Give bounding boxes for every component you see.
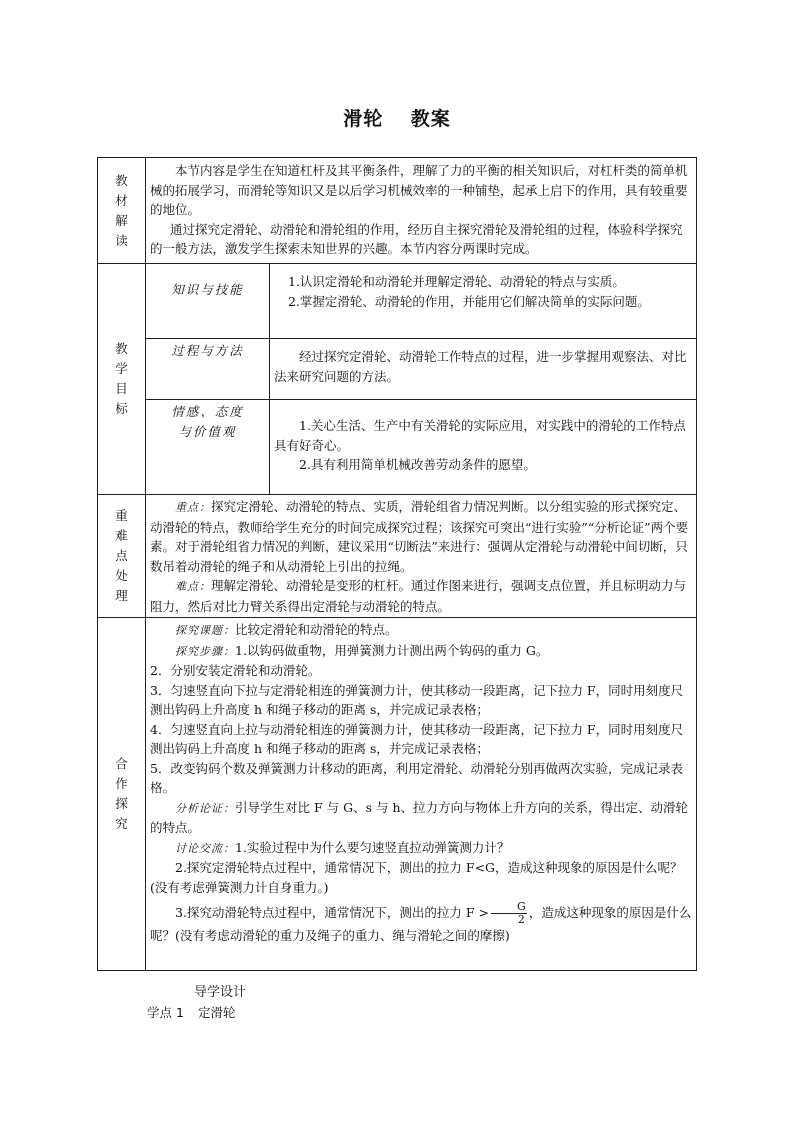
key-point-label: 重点：: [175, 501, 211, 514]
row-material: [98, 158, 697, 264]
label-keypoints: 重难点处理: [98, 495, 146, 618]
knowledge-content: [270, 264, 697, 339]
material-content: [146, 158, 697, 264]
label-knowledge: 知识与技能: [146, 264, 270, 339]
fraction-g-over-2: [491, 901, 527, 926]
explore-topic-text: 比较定滑轮和动滑轮的特点。: [235, 622, 398, 637]
page-title: 滑轮 教案: [343, 108, 451, 130]
process-line-1: 经过探究定滑轮、动滑轮工作特点的过程，进一步掌握用观察法、对比法来研究问题的方法。: [274, 349, 687, 384]
emotion-line-2: 2.具有利用简单机械改善劳动条件的愿望。: [299, 457, 536, 472]
explore-content: [146, 618, 697, 971]
difficulty-text: 理解定滑轮、动滑轮是变形的杠杆。通过作图来进行，强调支点位置，并且标明动力与阻力，然后对比力臂关系得出定滑轮与动滑轮的特点。: [150, 578, 687, 614]
explore-step-1: [150, 641, 692, 662]
explore-q3-pre: 3.探究动滑轮特点过程中，通常情况下，测出的拉力 F >: [175, 905, 490, 920]
knowledge-line-1: 1.认识定滑轮和动滑轮并理解定滑轮、动滑轮的特点与实质。: [288, 274, 625, 289]
study-point-text: 定滑轮: [197, 1005, 236, 1020]
explore-step-1-text: 1.以钩码做重物，用弹簧测力计测出两个钩码的重力 G。: [235, 642, 549, 658]
key-point-paragraph: [150, 497, 692, 576]
study-point-label: 学点 1: [147, 1005, 184, 1020]
process-content: [270, 339, 697, 400]
label-process: 过程与方法: [146, 339, 270, 400]
explore-topic-label: 探究课题：: [175, 624, 235, 637]
difficulty-label: 难点：: [175, 580, 211, 593]
row-keypoints: [98, 495, 697, 618]
explore-discuss-label: 讨论交流：: [175, 841, 235, 855]
lesson-plan-table: [97, 157, 697, 971]
label-emotion-line-2: 与价值观: [178, 423, 237, 439]
explore-steps-label: 探究步骤：: [175, 644, 235, 658]
label-emotion: [146, 400, 270, 495]
keypoints-content: [146, 495, 697, 618]
study-point-1: [147, 1003, 235, 1021]
material-paragraph-2: 通过探究定滑轮、动滑轮和滑轮组的作用，经历自主探究滑轮及滑轮组的过程，体验科学探究的一般方法，激发学生探索未知世界的兴趣。本节内容分两课时完成。: [150, 221, 683, 256]
explore-step-3: 3．匀速竖直向下拉与定滑轮相连的弹簧测力计，使其移动一段距离，记下拉力 F，同时用刻度尺测出钩码上升高度 h 和绳子移动的距离 s，并完成记录表格；: [150, 682, 684, 717]
explore-step-2: 2．分别安装定滑轮和动滑轮。: [150, 663, 321, 678]
explore-step-4: 4．匀速竖直向上拉与动滑轮相连的弹簧测力计，使其移动一段距离，记下拉力 F，同时用刻度尺测出钩码上升高度 h 和绳子移动的距离 s，并完成记录表格；: [150, 721, 684, 756]
label-explore: 合作探究: [98, 618, 146, 971]
fraction-denominator: 2: [517, 913, 525, 926]
difficulty-paragraph: [150, 576, 692, 616]
explore-discuss-q2: 2.探究定滑轮特点过程中，通常情况下，测出的拉力 F<G，造成这种现象的原因是什么呢？(没有考虑弹簧测力计自身重力。): [150, 860, 683, 895]
row-goals-process: [98, 339, 697, 400]
explore-q3-post: ，造成这种现象的原因是什么呢？(没有考虑动滑轮的重力及绳子的重力、绳与滑轮之间的摩擦): [150, 905, 692, 943]
guide-design-heading: 导学设计: [194, 985, 247, 1000]
explore-step-5: 5．改变钩码个数及弹簧测力计移动的距离，利用定滑轮、动滑轮分别再做两次实验，完成记录表格。: [150, 760, 683, 795]
explore-analysis-label: 分析论证：: [175, 801, 235, 815]
explore-discuss-q1: [150, 838, 692, 859]
explore-analysis: [150, 798, 692, 838]
label-material: 教材解读: [98, 158, 146, 264]
emotion-content: [270, 400, 697, 495]
explore-q1-text: 1.实验过程中为什么要匀速竖直拉动弹簧测力计？: [235, 839, 510, 855]
emotion-line-1: 1.关心生活、生产中有关滑轮的实际应用，对实践中的滑轮的工作特点具有好奇心。: [274, 418, 686, 453]
material-paragraph-1: 本节内容是学生在知道杠杆及其平衡条件，理解了力的平衡的相关知识后，对杠杆类的简单机械的拓展学习，而滑轮等知识又是以后学习机械效率的一种铺垫，起承上启下的作用，具有较重要的地位。: [150, 163, 688, 217]
row-goals-knowledge: [98, 264, 697, 339]
explore-discuss-q3: [150, 901, 692, 946]
label-emotion-line-1: 情感、态度: [171, 404, 244, 419]
row-explore: [98, 618, 697, 971]
explore-analysis-text: 引导学生对比 F 与 G、s 与 h、拉力方向与物体上升方向的关系，得出定、动滑轮的特点。: [150, 799, 688, 835]
key-point-text: 探究定滑轮、动滑轮的特点、实质，滑轮组省力情况判断。以分组实验的形式探究定、动滑轮的特点，教师给学生充分的时间完成探究过程；该探究可突出“进行实验”“分析论证”两个要素。对于滑轮组省力情况的判断，建议采用“切断法”来进行：强调从定滑轮与动滑轮中间切断，只数吊着动滑轮的绳子和从动滑轮上引出的拉绳。: [150, 499, 689, 574]
fraction-numerator: G: [491, 901, 527, 914]
row-goals-emotion: [98, 400, 697, 495]
label-goals: 教学目标: [98, 264, 146, 495]
explore-topic: [150, 620, 692, 641]
knowledge-line-2: 2.掌握定滑轮、动滑轮的作用，并能用它们解决简单的实际问题。: [288, 293, 650, 309]
